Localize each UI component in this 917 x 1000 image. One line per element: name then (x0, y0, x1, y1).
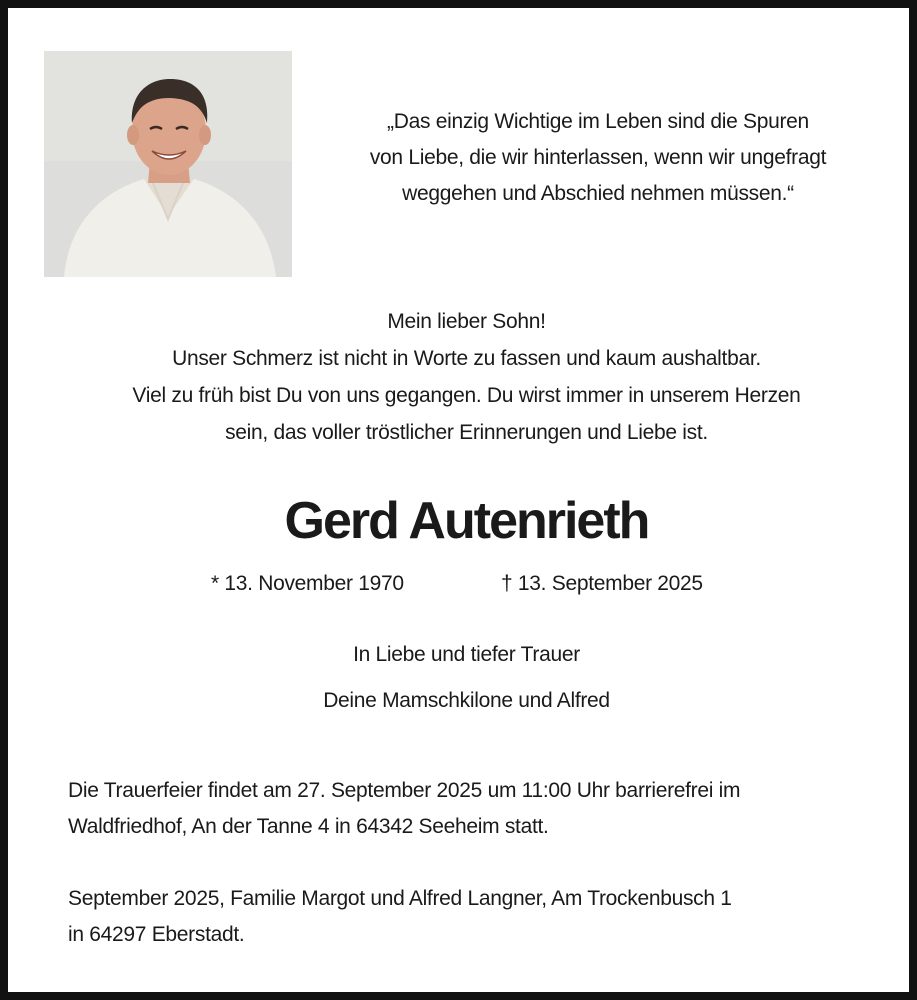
message-line: Viel zu früh bist Du von uns gegangen. Du wirst immer in unserem Herzen (132, 384, 801, 407)
ceremony-line: Waldfriedhof, An der Tanne 4 in 64342 Seeheim statt. (68, 815, 549, 838)
message-line: sein, das voller tröstlicher Erinnerungen und Liebe ist. (225, 421, 708, 444)
birth-date: * 13. November 1970 (211, 572, 404, 595)
quote-line: weggehen und Abschied nehmen müssen.“ (402, 182, 794, 205)
portrait-photo (44, 51, 292, 277)
quote-line: „Das einzig Wichtige im Leben sind die Spuren (387, 110, 809, 133)
ceremony-info (68, 773, 888, 845)
message-line: Unser Schmerz ist nicht in Worte zu fassen und kaum aushaltbar. (172, 347, 761, 370)
family-address (68, 881, 888, 953)
portrait-image (44, 51, 292, 277)
family-line: in 64297 Eberstadt. (68, 923, 245, 946)
mourners-names: Deine Mamschkilone und Alfred (323, 689, 610, 712)
personal-message (48, 303, 885, 451)
family-line: September 2025, Familie Margot und Alfred Langner, Am Trockenbusch 1 (68, 887, 732, 910)
death-date: † 13. September 2025 (501, 572, 703, 595)
ceremony-line: Die Trauerfeier findet am 27. September 2025 um 11:00 Uhr barrierefrei im (68, 779, 741, 802)
quote-line: von Liebe, die wir hinterlassen, wenn wir ungefragt (369, 146, 827, 169)
mourning-phrase: In Liebe und tiefer Trauer (353, 643, 580, 666)
quote-block (308, 104, 888, 212)
deceased-name: Gerd Autenrieth (284, 492, 649, 550)
message-line: Mein lieber Sohn! (387, 310, 546, 333)
